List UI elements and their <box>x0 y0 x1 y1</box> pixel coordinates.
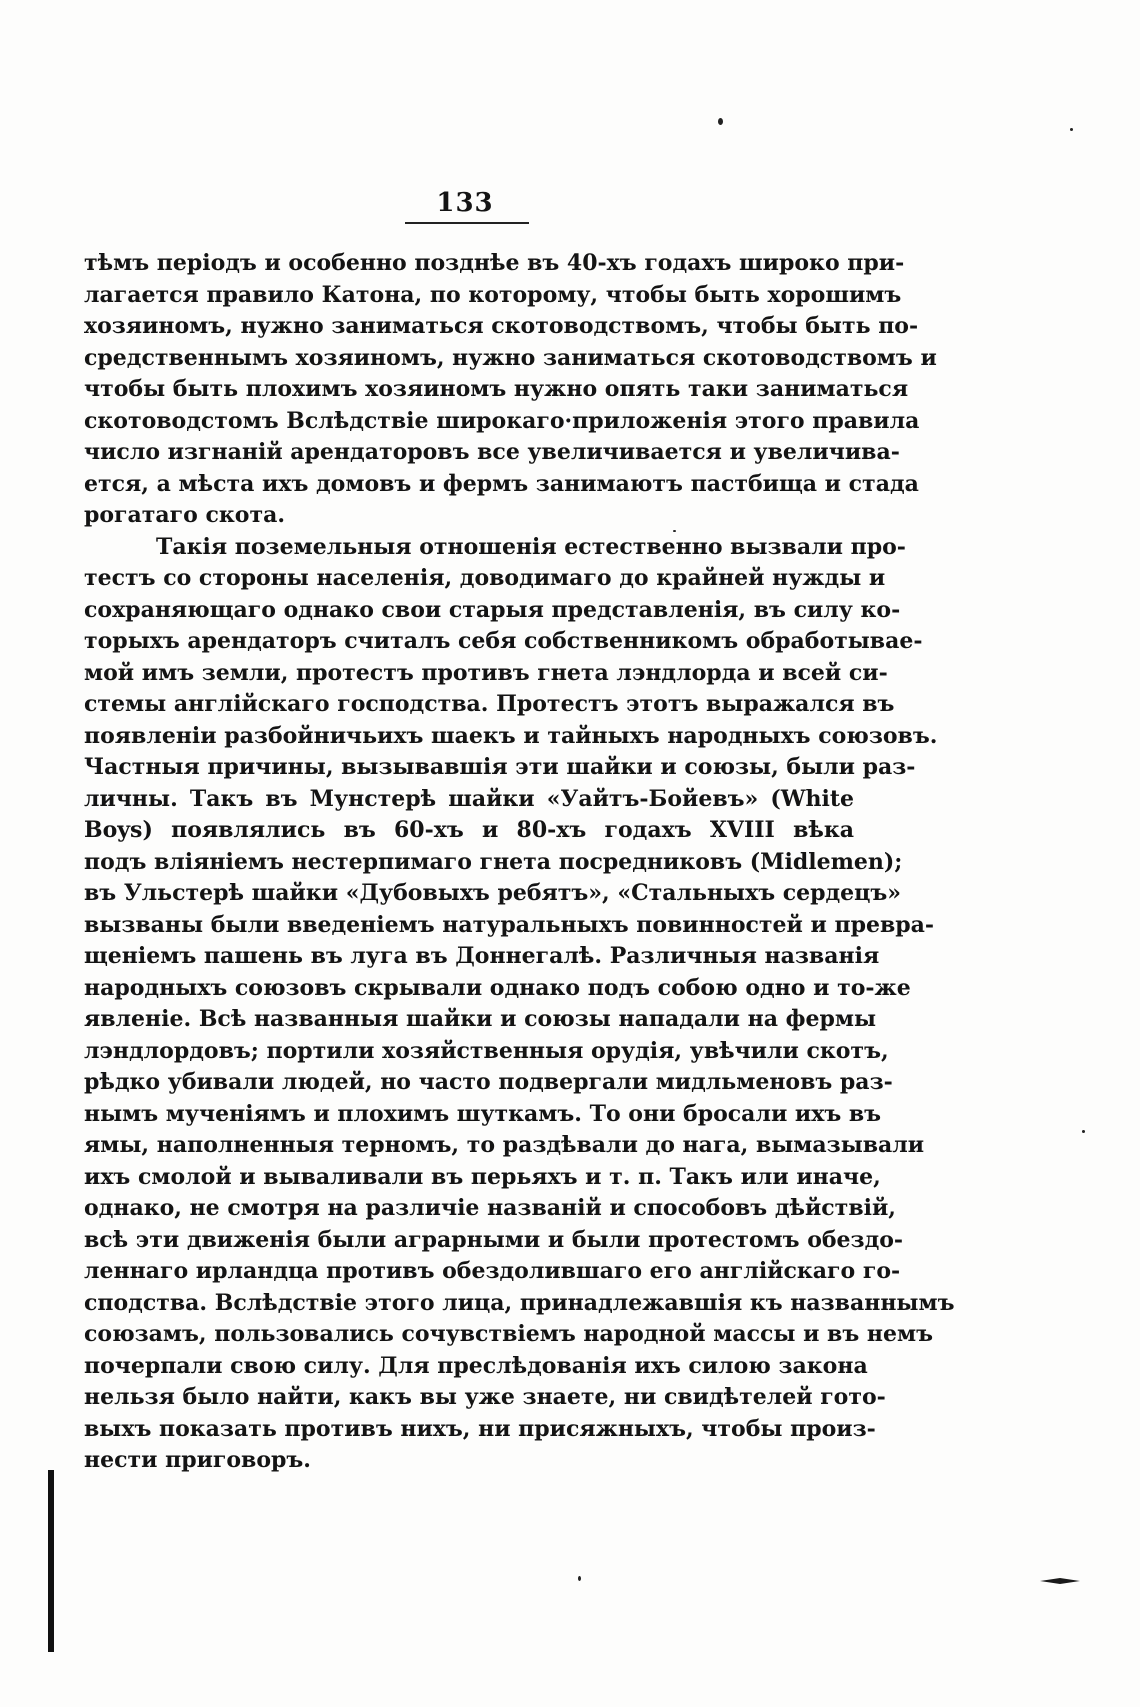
text-line: нести приговоръ. <box>84 1447 311 1473</box>
text-line: ется, а мѣста ихъ домовъ и фермъ занимаютъ пастбища и стада <box>84 470 919 497</box>
text-line: торыхъ арендаторъ считалъ себя собственникомъ обработывае- <box>84 628 923 654</box>
text-line: скотоводстомъ Вслѣдствіе широкаго·приложенія этого правила <box>84 407 920 434</box>
text-line: тѣмъ періодъ и особенно позднѣе въ 40-хъ годахъ широко при- <box>84 250 905 276</box>
text-line: сподства. Вслѣдствіе этого лица, принадлежавшія къ названнымъ <box>84 1289 955 1316</box>
text-line: ямы, наполненныя терномъ, то раздѣвали до нага, вымазывали <box>84 1132 925 1158</box>
text-line: лагается правило Катона, по которому, чтобы быть хорошимъ <box>84 281 902 308</box>
text-line: вызваны были введеніемъ натуральныхъ повинностей и превра- <box>84 911 935 938</box>
text-line: рогатаго скота. <box>84 502 285 528</box>
text-line: нымъ мученіямъ и плохимъ шуткамъ. То они бросали ихъ въ <box>84 1100 882 1127</box>
text-line: хозяиномъ, нужно заниматься скотоводствомъ, чтобы быть по- <box>84 313 919 339</box>
text-line: средственнымъ хозяиномъ, нужно заниматься скотоводствомъ и <box>84 344 937 371</box>
scan-dash-mark <box>1040 1578 1080 1584</box>
text-line: щеніемъ пашень въ луга въ Доннегалѣ. Различныя названія <box>84 943 880 969</box>
text-line: леннаго ирландца противъ обездолившаго его англійскаго го- <box>84 1258 901 1284</box>
text-line: рѣдко убивали людей, но часто подвергали мидльменовъ раз- <box>84 1069 893 1095</box>
text-line: Частныя причины, вызывавшія эти шайки и союзы, были раз- <box>84 754 916 780</box>
text-line: стемы англійскаго господства. Протестъ этотъ выражался въ <box>84 691 895 717</box>
text-line: союзамъ, пользовались сочувствіемъ народной массы и въ немъ <box>84 1321 933 1347</box>
page-number: 133 <box>436 188 494 218</box>
text-line: мой имъ земли, протестъ противъ гнета лэндлорда и всей си- <box>84 659 888 686</box>
text-line: лэндлордовъ; портили хозяйственныя орудія, увѣчили скотъ, <box>84 1037 889 1064</box>
text-line: чтобы быть плохимъ хозяиномъ нужно опять таки заниматься <box>84 376 909 402</box>
text-line: Boys) появлялись въ 60-хъ и 80-хъ годахъ XVIII вѣка <box>84 817 854 843</box>
text-line: въ Ульстерѣ шайки «Дубовыхъ ребятъ», «Стальныхъ сердецъ» <box>84 880 902 906</box>
text-line: сохраняющаго однако свои старыя представленія, въ силу ко- <box>84 596 901 623</box>
text-line: личны. Такъ въ Мунстерѣ шайки «Уайтъ-Бойевъ» (White <box>84 785 854 812</box>
ink-speck <box>1070 128 1073 131</box>
text-line: число изгнаній арендаторовъ все увеличивается и увеличива- <box>84 439 900 465</box>
text-line: нельзя было найти, какъ вы уже знаете, ни свидѣтелей гото- <box>84 1384 886 1410</box>
body-text <box>84 248 955 1477</box>
scan-edge-mark <box>48 1470 54 1652</box>
text-line: ихъ смолой и вываливали въ перьяхъ и т. п. Такъ или иначе, <box>84 1163 881 1190</box>
text-line: тестъ со стороны населенія, доводимаго до крайней нужды и <box>84 565 886 591</box>
text-line: подъ вліяніемъ нестерпимаго гнета посредниковъ (Midlemen); <box>84 848 903 875</box>
text-line: появленіи разбойничьихъ шаекъ и тайныхъ народныхъ союзовъ. <box>84 722 938 749</box>
text-line: явленіе. Всѣ названныя шайки и союзы нападали на фермы <box>84 1006 877 1032</box>
text-line: однако, не смотря на различіе названій и способовъ дѣйствій, <box>84 1195 896 1221</box>
text-line: народныхъ союзовъ скрывали однако подъ собою одно и то-же <box>84 974 911 1001</box>
text-line: почерпали свою силу. Для преслѣдованія ихъ силою закона <box>84 1352 868 1379</box>
text-line: всѣ эти движенія были аграрными и были протестомъ обездо- <box>84 1226 904 1253</box>
ink-speck <box>718 118 723 125</box>
page-number-rule <box>405 222 529 224</box>
text-line: Такія поземельныя отношенія естественно вызвали про- <box>156 533 906 560</box>
text-line: выхъ показать противъ нихъ, ни присяжныхъ, чтобы произ- <box>84 1415 876 1442</box>
ink-speck <box>1082 1130 1085 1133</box>
ink-speck <box>578 1576 581 1581</box>
